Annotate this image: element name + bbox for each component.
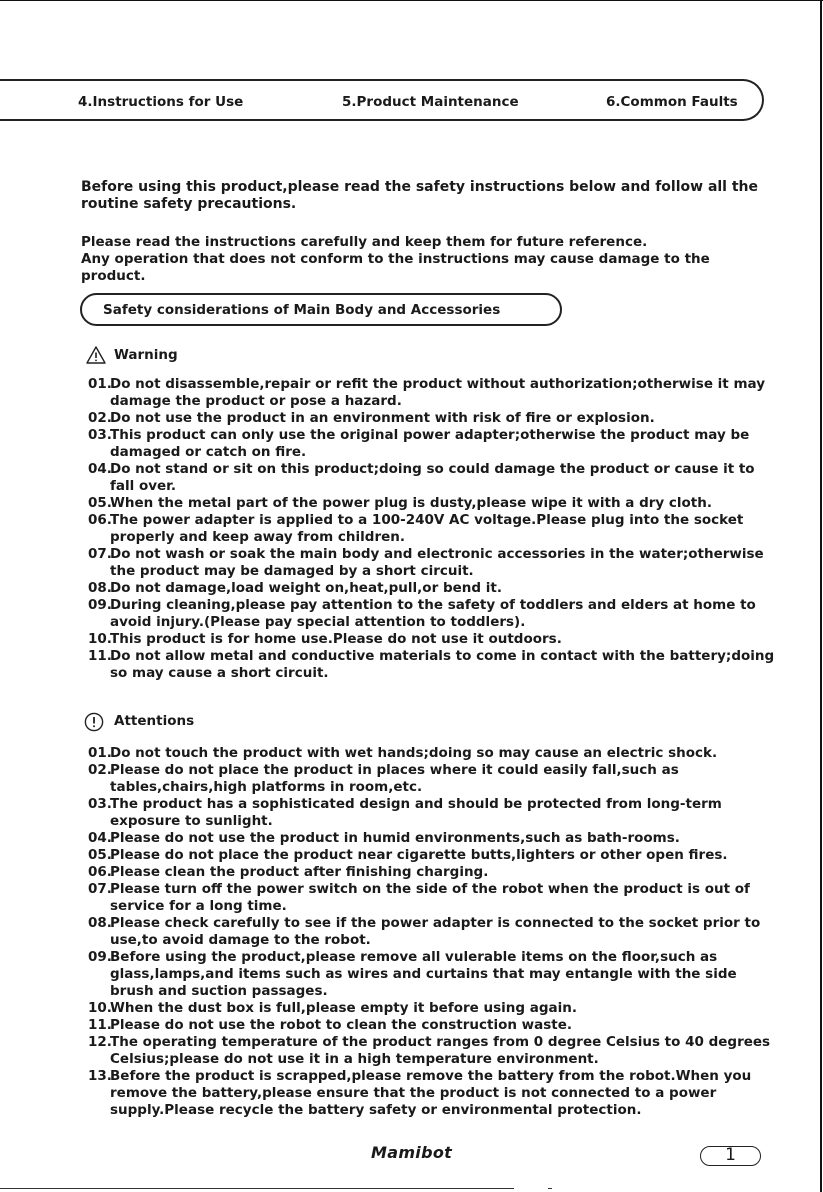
nav-item-common-faults[interactable]: 6.Common Faults [606, 94, 738, 110]
page-border-top [0, 0, 823, 1]
attentions-heading: Attentions [114, 713, 195, 729]
list-item: 01. Do not touch the product with wet hands;doing so may cause an electric shock. [88, 745, 718, 761]
list-item: 04. Do not stand or sit on this product;doing so could damage the product or cause it to fall over. [88, 461, 755, 494]
warning-list [88, 376, 778, 682]
bottom-tick [548, 1188, 552, 1189]
brand-logo-text: Mamibot [371, 1143, 453, 1162]
list-item: 04. Please do not use the product in humid environments,such as bath-rooms. [88, 830, 680, 846]
nav-item-instructions-for-use[interactable]: 4.Instructions for Use [78, 94, 244, 110]
intro-line-1: Please read the instructions carefully and keep them for future reference. [81, 234, 648, 250]
list-item: 12. The operating temperature of the product ranges from 0 degree Celsius to 40 degrees Celsius;please do not use it in a high temperature environment. [88, 1034, 771, 1067]
list-item: 11. Please do not use the robot to clean the construction waste. [88, 1017, 573, 1033]
list-item: 03. This product can only use the original power adapter;otherwise the product may be damaged or catch on fire. [88, 427, 750, 460]
list-item: 10. This product is for home use.Please do not use it outdoors. [88, 631, 562, 647]
list-item: 08. Do not damage,load weight on,heat,pull,or bend it. [88, 580, 502, 596]
list-item: 09. During cleaning,please pay attention to the safety of toddlers and elders at home to avoid injury.(Please pay special attention to toddlers). [88, 597, 756, 630]
list-item: 13. Before the product is scrapped,please remove the battery from the robot.When you remove the battery,please ensure that the product is not connected to a power supply.Please recycle the battery safety or environmental protection. [88, 1068, 752, 1118]
section-title: Safety considerations of Main Body and Accessories [103, 302, 501, 318]
list-item: 07. Please turn off the power switch on the side of the robot when the product is out of service for a long time. [88, 881, 750, 914]
page-border-right [820, 0, 822, 1192]
warning-triangle-icon [86, 346, 106, 364]
list-item: 05. When the metal part of the power plug is dusty,please wipe it with a dry cloth. [88, 495, 712, 511]
list-item: 07. Do not wash or soak the main body and electronic accessories in the water;otherwise the product may be damaged by a short circuit. [88, 546, 764, 579]
nav-item-product-maintenance[interactable]: 5.Product Maintenance [342, 94, 519, 110]
intro-line-2: Any operation that does not conform to the instructions may cause damage to the product. [81, 251, 710, 284]
list-item: 03. The product has a sophisticated design and should be protected from long-term exposure to sunlight. [88, 796, 722, 829]
list-item: 01. Do not disassemble,repair or refit the product without authorization;otherwise it may damage the product or pose a hazard. [88, 376, 766, 409]
bottom-rule [0, 1188, 514, 1189]
warning-heading: Warning [114, 347, 178, 363]
attentions-list [88, 745, 778, 1119]
list-item: 11. Do not allow metal and conductive materials to come in contact with the battery;doing so may cause a short circuit. [88, 648, 775, 681]
list-item: 02. Please do not place the product in places where it could easily fall,such as tables,chairs,high platforms in room,etc. [88, 762, 679, 795]
list-item: 06. Please clean the product after finishing charging. [88, 864, 489, 880]
exclamation-circle-icon [84, 712, 104, 732]
intro-paragraph: Before using this product,please read the safety instructions below and follow all the routine safety precautions. [81, 179, 759, 212]
list-item: 05. Please do not place the product near cigarette butts,lighters or other open fires. [88, 847, 728, 863]
list-item: 02. Do not use the product in an environment with risk of fire or explosion. [88, 410, 655, 426]
list-item: 06. The power adapter is applied to a 100-240V AC voltage.Please plug into the socket properly and keep away from children. [88, 512, 744, 545]
list-item: 09. Before using the product,please remove all vulerable items on the floor,such as glass,lamps,and items such as wires and curtains that may entangle with the side brush and suction passages. [88, 949, 737, 999]
list-item: 10. When the dust box is full,please empty it before using again. [88, 1000, 577, 1016]
page-number: 1 [700, 1146, 761, 1166]
list-item: 08. Please check carefully to see if the power adapter is connected to the socket prior to use,to avoid damage to the robot. [88, 915, 761, 948]
